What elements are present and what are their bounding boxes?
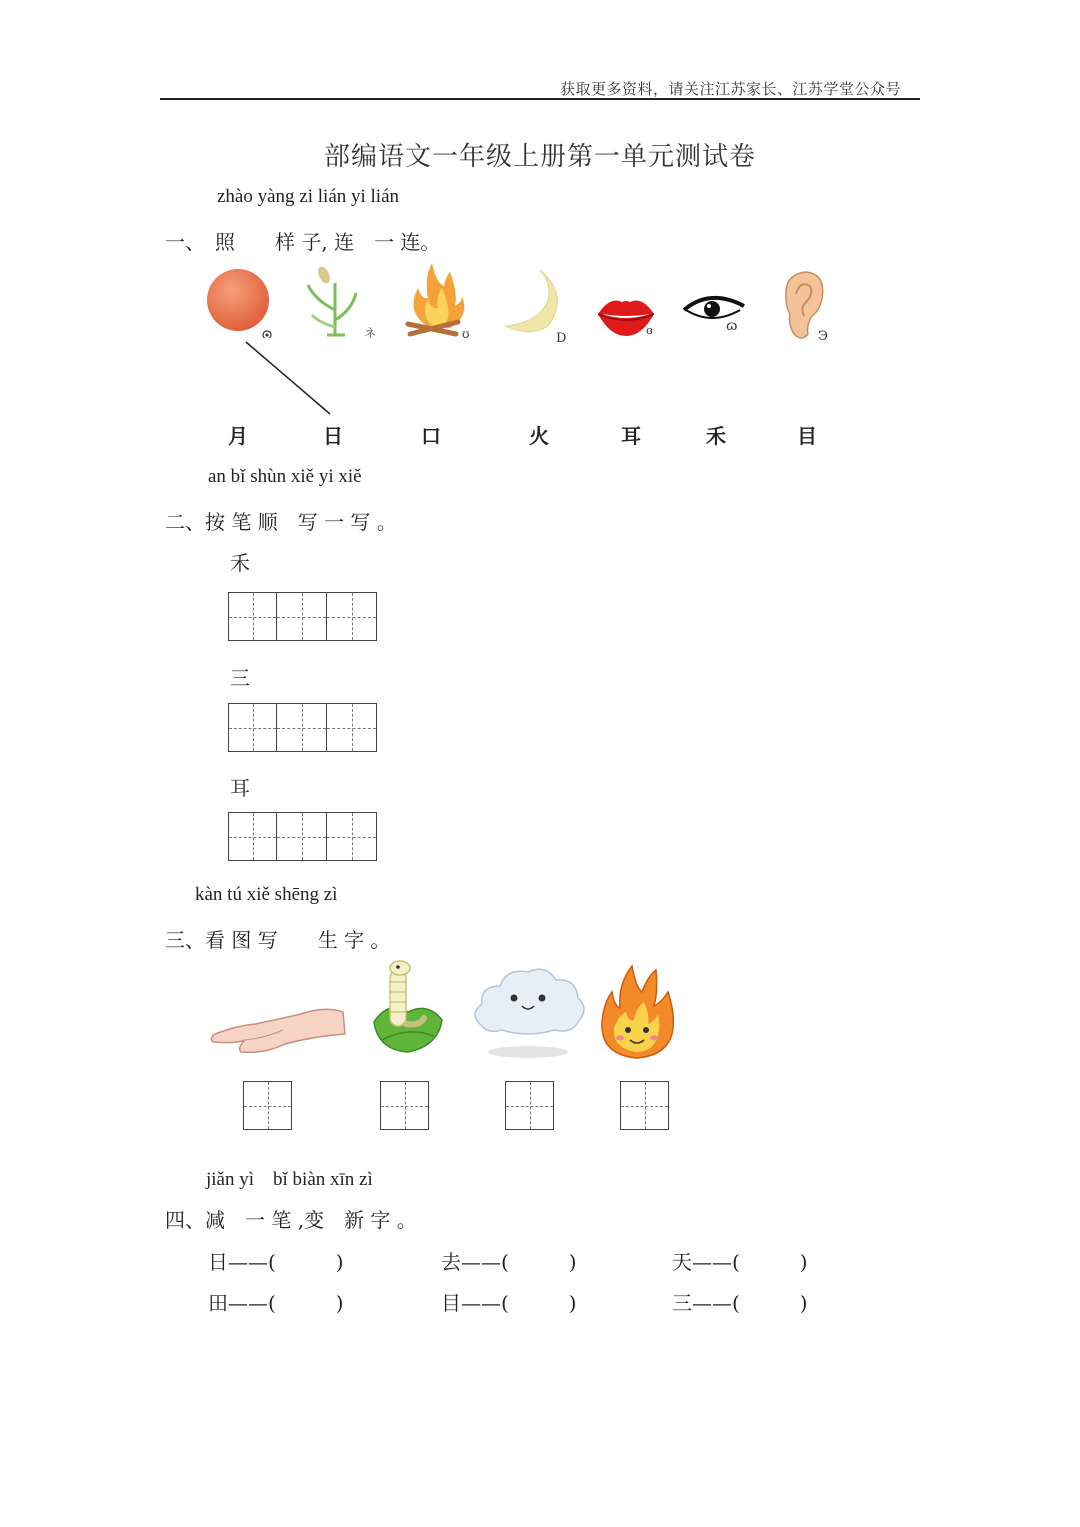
writing-cell[interactable] bbox=[380, 1081, 429, 1130]
subtract-stroke-item[interactable]: 去——( ) bbox=[441, 1250, 577, 1274]
writing-cell[interactable] bbox=[277, 592, 327, 641]
subtract-stroke-item[interactable]: 田——( ) bbox=[208, 1291, 344, 1315]
subtract-stroke-item[interactable]: 目——( ) bbox=[441, 1291, 577, 1315]
section1-heading: 一、 照 样 子, 连 一 连。 bbox=[165, 230, 441, 254]
stroke-order-char: 三 bbox=[230, 666, 250, 690]
header-note: 获取更多资料，请关注江苏家长、江苏学堂公众号 bbox=[560, 80, 902, 98]
writing-cell[interactable] bbox=[277, 703, 327, 752]
writing-grid-row[interactable] bbox=[228, 592, 377, 641]
silkworm-icon bbox=[368, 960, 446, 1056]
writing-cell[interactable] bbox=[228, 592, 277, 641]
match-char-he[interactable]: 禾 bbox=[706, 424, 726, 448]
subtract-stroke-item[interactable]: 日——( ) bbox=[208, 1250, 344, 1274]
section4-pinyin: jiǎn yì bǐ biàn xīn zì bbox=[206, 1169, 373, 1190]
svg-text:Э: Э bbox=[818, 329, 828, 344]
section1-pinyin: zhào yàng zi lián yi lián bbox=[217, 186, 400, 207]
section3-heading: 三、看 图 写 生 字 。 bbox=[165, 928, 391, 952]
match-char-yue[interactable]: 月 bbox=[228, 424, 248, 448]
svg-text:ʊ: ʊ bbox=[462, 327, 470, 341]
writing-cell[interactable] bbox=[228, 703, 277, 752]
match-char-kou[interactable]: 口 bbox=[421, 424, 441, 448]
page-title: 部编语文一年级上册第一单元测试卷 bbox=[323, 142, 756, 172]
section2-heading: 二、按 笔 顺 写 一 写 。 bbox=[165, 510, 397, 534]
writing-grid-row[interactable] bbox=[228, 812, 377, 861]
section4-heading: 四、减 一 笔 ,变 新 字 。 bbox=[165, 1208, 417, 1232]
match-char-ri[interactable]: 日 bbox=[323, 424, 343, 448]
writing-cell-fire[interactable] bbox=[620, 1081, 669, 1130]
mouth-icon bbox=[596, 292, 658, 342]
subtract-stroke-item[interactable]: 三——( ) bbox=[672, 1291, 808, 1315]
subtract-stroke-item[interactable]: 天——( ) bbox=[672, 1250, 808, 1274]
writing-cell[interactable] bbox=[327, 592, 377, 641]
section3-pinyin: kàn tú xiě shēng zì bbox=[195, 884, 338, 905]
sun-icon bbox=[205, 268, 275, 338]
moon-icon bbox=[500, 266, 575, 346]
match-char-mu[interactable]: 目 bbox=[797, 424, 817, 448]
writing-cell[interactable] bbox=[228, 812, 277, 861]
flame-character-icon bbox=[596, 962, 676, 1062]
match-char-huo[interactable]: 火 bbox=[529, 424, 549, 448]
writing-cell[interactable] bbox=[620, 1081, 669, 1130]
stroke-order-char: 禾 bbox=[230, 551, 250, 575]
svg-text:ɷ: ɷ bbox=[726, 318, 738, 334]
eye-icon bbox=[680, 290, 752, 338]
cloud-icon bbox=[468, 960, 588, 1060]
writing-cell-silkworm[interactable] bbox=[380, 1081, 429, 1130]
rice-plant-icon bbox=[300, 265, 380, 343]
writing-cell[interactable] bbox=[327, 812, 377, 861]
writing-grid-row[interactable] bbox=[228, 703, 377, 752]
section2-pinyin: an bǐ shùn xiě yi xiě bbox=[208, 466, 362, 487]
svg-text:D: D bbox=[556, 331, 567, 346]
match-char-er[interactable]: 耳 bbox=[621, 424, 641, 448]
writing-cell[interactable] bbox=[277, 812, 327, 861]
svg-text:ネ: ネ bbox=[364, 326, 377, 340]
writing-cell-hand[interactable] bbox=[243, 1081, 292, 1130]
fire-icon bbox=[400, 258, 480, 342]
writing-cell-cloud[interactable] bbox=[505, 1081, 554, 1130]
writing-cell[interactable] bbox=[327, 703, 377, 752]
stroke-order-char: 耳 bbox=[230, 776, 250, 800]
hand-icon bbox=[205, 1000, 350, 1060]
header-divider bbox=[160, 98, 920, 100]
example-connection-line bbox=[240, 338, 340, 418]
writing-cell[interactable] bbox=[243, 1081, 292, 1130]
writing-cell[interactable] bbox=[505, 1081, 554, 1130]
ear-icon bbox=[776, 268, 836, 344]
svg-text:ɞ: ɞ bbox=[646, 324, 653, 337]
